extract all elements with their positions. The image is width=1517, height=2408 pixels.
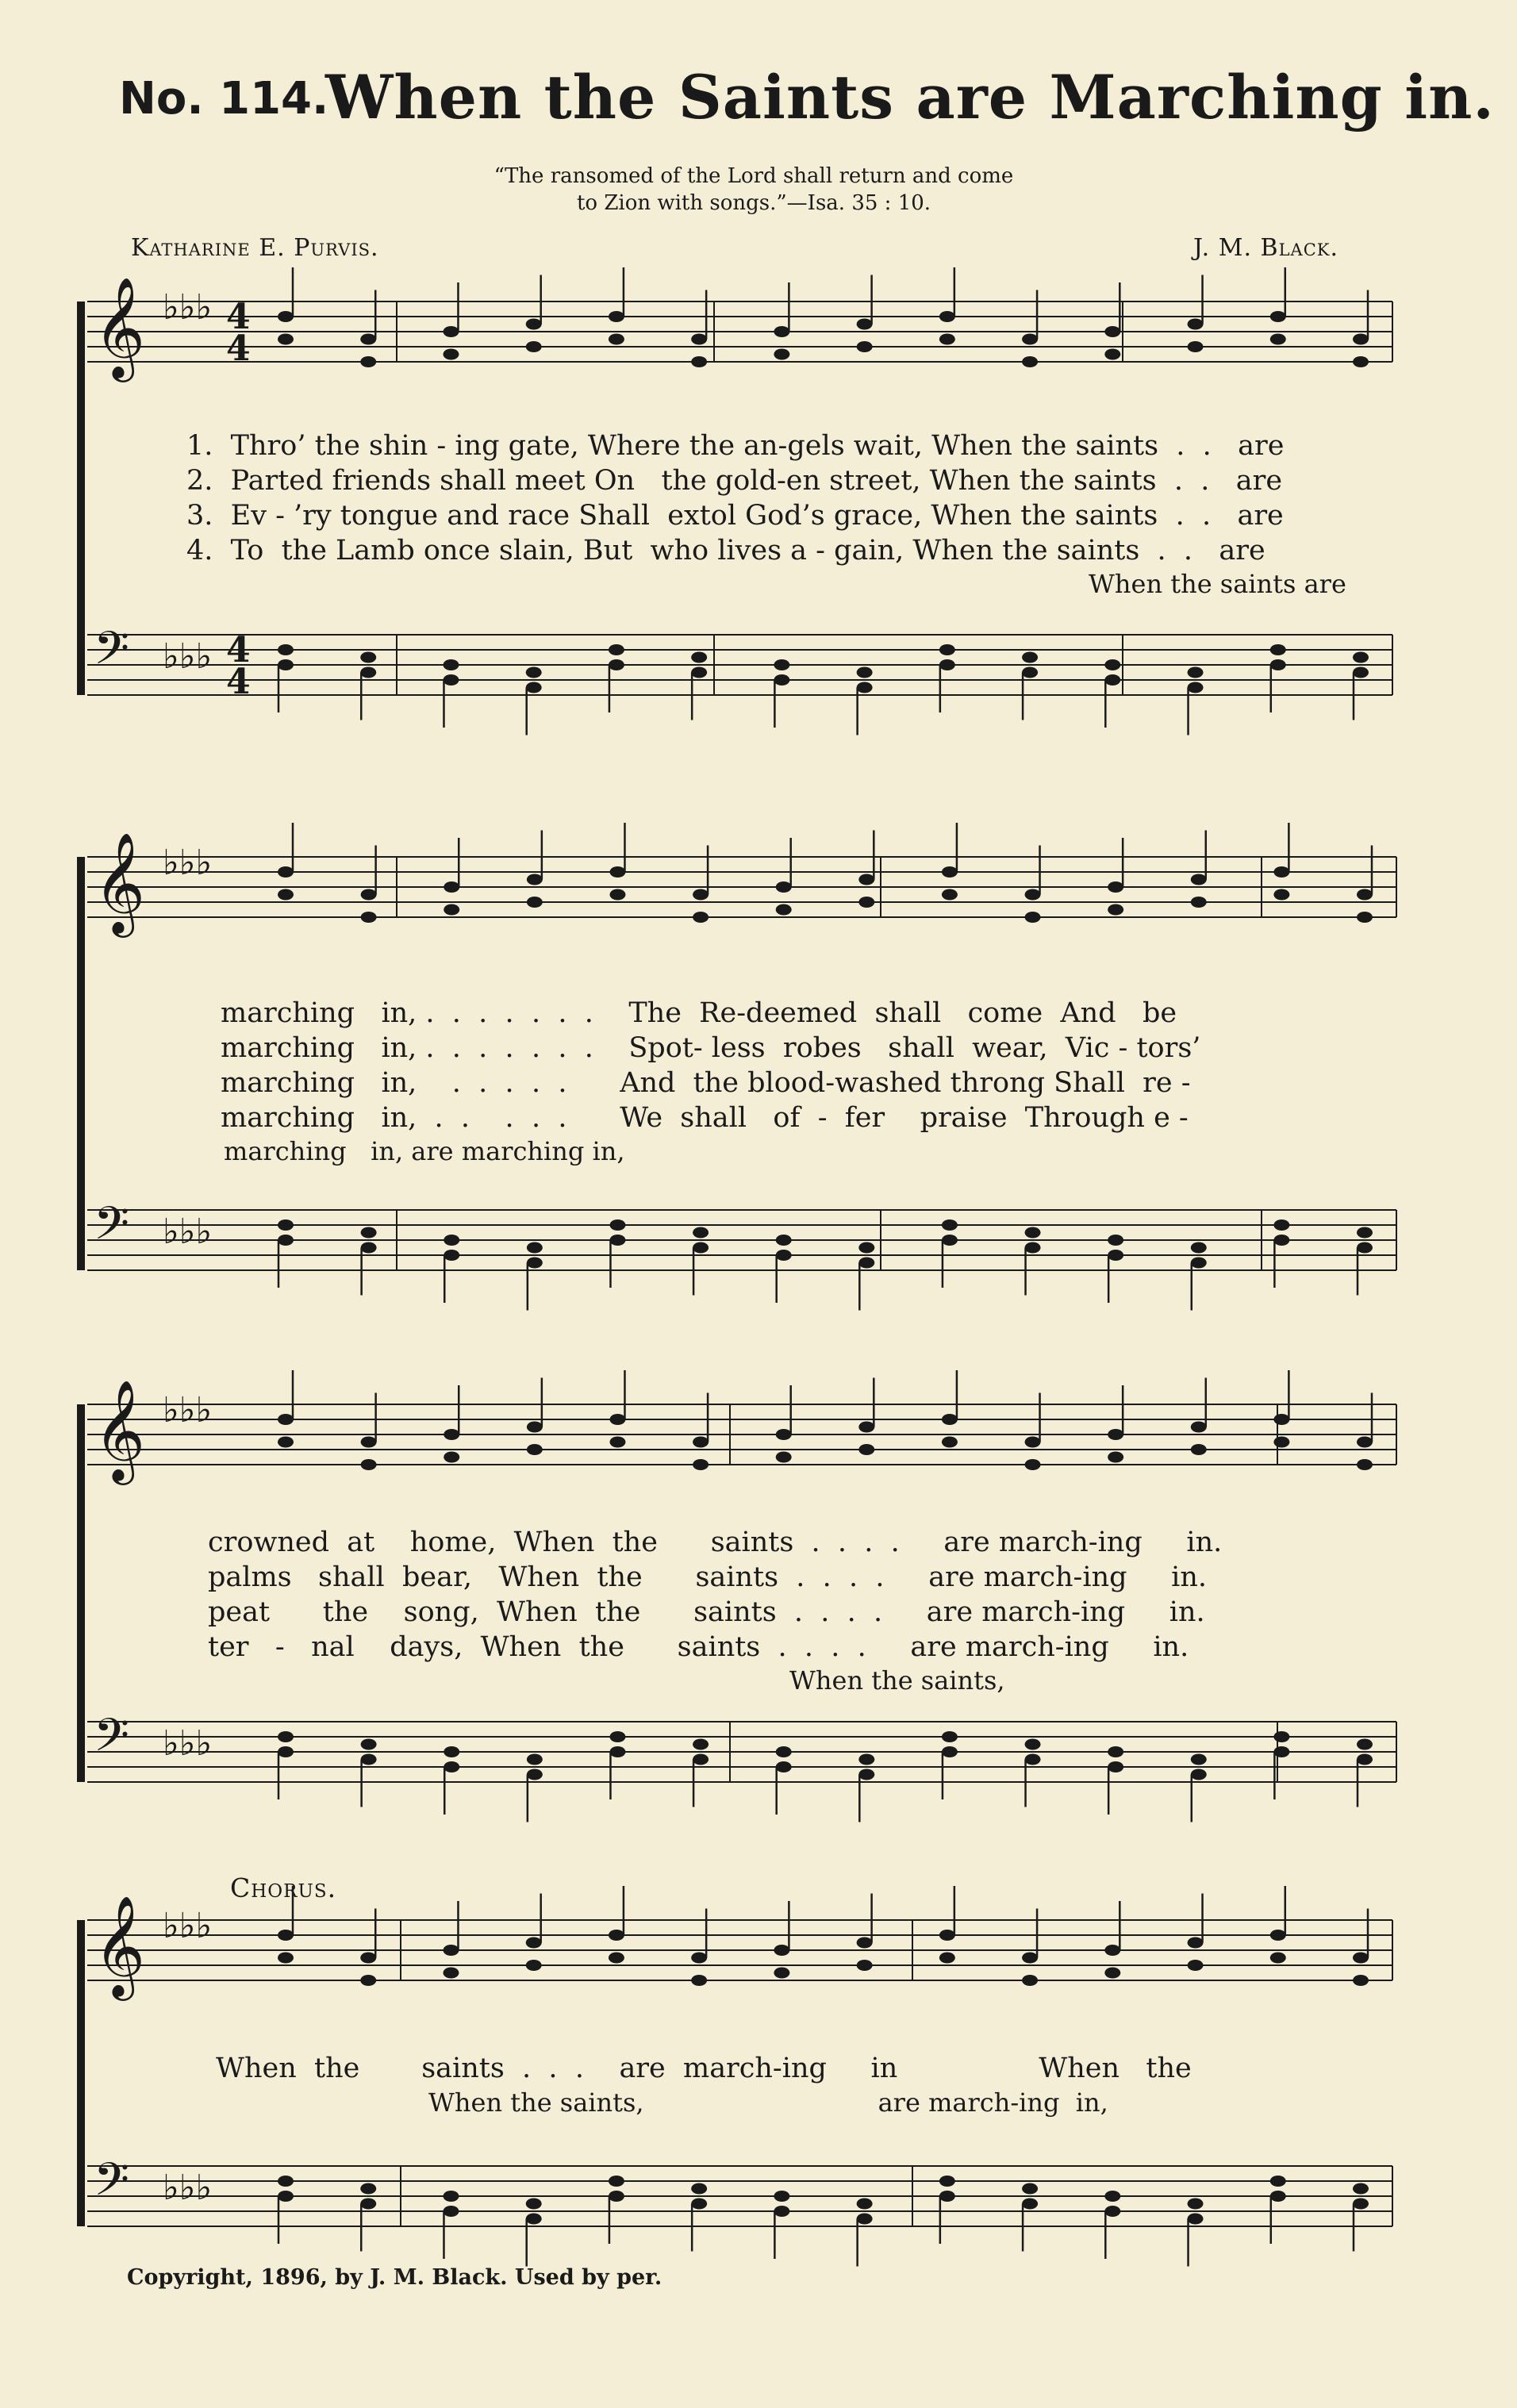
note-head bbox=[278, 2176, 294, 2187]
note-head bbox=[858, 1754, 874, 1765]
note-head bbox=[1025, 1227, 1041, 1239]
treble-clef-icon: 𝄞 bbox=[94, 1379, 146, 1481]
note-head bbox=[858, 1769, 874, 1780]
note-head bbox=[1022, 1975, 1038, 1986]
note-head bbox=[693, 1459, 709, 1470]
note-head bbox=[609, 1414, 625, 1425]
note-head bbox=[609, 311, 624, 322]
note-head bbox=[444, 904, 459, 916]
verse-4-line: marching in, . . . . . We shall of - fer praise Through e - bbox=[221, 1102, 1189, 1134]
note-head bbox=[278, 1437, 294, 1448]
note-head bbox=[1357, 1754, 1373, 1765]
note-head bbox=[942, 1414, 958, 1425]
note-head bbox=[444, 1746, 459, 1757]
note-head bbox=[942, 1731, 958, 1742]
copyright: Copyright, 1896, by J. M. Black. Used by per. bbox=[127, 2265, 662, 2290]
note-head bbox=[278, 1930, 294, 1941]
hymn-number: No. 114. bbox=[119, 73, 329, 125]
note-head bbox=[1273, 1414, 1289, 1425]
note-head bbox=[939, 659, 955, 670]
note-head bbox=[857, 2214, 873, 2225]
time-signature-top: 4 bbox=[226, 297, 251, 337]
note-head bbox=[609, 659, 624, 670]
note-head bbox=[1270, 1953, 1286, 1964]
verse-3-line: marching in, . . . . . And the blood-washed throng Shall re - bbox=[221, 1067, 1191, 1099]
note-head bbox=[361, 1437, 377, 1448]
note-head bbox=[1191, 1242, 1207, 1254]
note-head bbox=[278, 1235, 294, 1246]
note-head bbox=[693, 1739, 709, 1750]
note-head bbox=[1270, 2176, 1286, 2187]
note-head bbox=[1188, 2199, 1204, 2210]
note-head bbox=[774, 2206, 789, 2217]
note-head bbox=[857, 1960, 873, 1971]
epigraph-line-1: “The ransomed of the Lord shall return and come bbox=[494, 164, 1014, 188]
note-head bbox=[1191, 1422, 1207, 1433]
note-head bbox=[278, 1414, 294, 1425]
note-head bbox=[1104, 326, 1120, 337]
verse-3-line: peat the song, When the saints . . . . are march-ing in. bbox=[208, 1596, 1205, 1628]
note-head bbox=[526, 1938, 542, 1949]
note-head bbox=[1188, 319, 1204, 330]
key-signature-flats: ♭♭♭ bbox=[163, 1906, 213, 1946]
note-head bbox=[444, 1761, 459, 1772]
note-head bbox=[1025, 1437, 1041, 1448]
note-head bbox=[1108, 1429, 1123, 1440]
note-head bbox=[1270, 644, 1286, 655]
note-head bbox=[278, 311, 294, 322]
note-head bbox=[1104, 674, 1120, 686]
note-head bbox=[939, 2191, 955, 2202]
note-head bbox=[1270, 659, 1286, 670]
verse-1-line: marching in, . . . . . . . The Re-deemed shall come And be bbox=[221, 997, 1177, 1029]
note-head bbox=[1025, 889, 1041, 901]
note-head bbox=[361, 1227, 377, 1239]
note-head bbox=[609, 2176, 624, 2187]
note-head bbox=[361, 1754, 377, 1765]
bass-clef-icon: 𝄢 bbox=[94, 621, 130, 686]
note-head bbox=[1022, 2183, 1038, 2195]
note-head bbox=[1104, 659, 1120, 670]
key-signature-flats: ♭♭♭ bbox=[163, 843, 213, 883]
verse-3-line: 3. Ev - ’ry tongue and race Shall extol God’s grace, When the saints . . are bbox=[186, 500, 1284, 532]
note-head bbox=[443, 674, 459, 686]
note-head bbox=[443, 659, 459, 670]
note-head bbox=[1191, 1769, 1207, 1780]
note-head bbox=[1188, 2214, 1204, 2225]
verse-2-line: palms shall bear, When the saints . . . . are march-ing in. bbox=[208, 1561, 1208, 1593]
note-head bbox=[939, 334, 955, 345]
note-head bbox=[278, 1731, 294, 1742]
bass-clef-icon: 𝄢 bbox=[94, 1196, 130, 1262]
note-head bbox=[776, 904, 792, 916]
note-head bbox=[691, 334, 707, 345]
note-head bbox=[526, 2214, 542, 2225]
note-head bbox=[443, 326, 459, 337]
note-head bbox=[858, 897, 874, 908]
verse-1-line: crowned at home, When the saints . . . . are march-ing in. bbox=[208, 1527, 1223, 1558]
note-head bbox=[858, 1258, 874, 1269]
note-head bbox=[691, 1975, 707, 1986]
treble-clef-icon: 𝄞 bbox=[94, 1895, 146, 1996]
note-head bbox=[939, 644, 955, 655]
note-head bbox=[527, 1444, 543, 1455]
note-head bbox=[526, 319, 542, 330]
note-head bbox=[278, 866, 294, 878]
composer: J. M. Black. bbox=[1192, 234, 1338, 262]
note-head bbox=[1025, 912, 1041, 923]
note-head bbox=[1273, 1731, 1289, 1742]
time-signature-bottom: 4 bbox=[226, 328, 251, 369]
note-head bbox=[360, 2183, 376, 2195]
note-head bbox=[443, 2206, 459, 2217]
note-head bbox=[1022, 1953, 1038, 1964]
key-signature-flats: ♭♭♭ bbox=[163, 636, 213, 677]
note-head bbox=[1353, 356, 1369, 367]
note-head bbox=[1022, 652, 1038, 663]
note-head bbox=[609, 889, 625, 901]
note-head bbox=[776, 881, 792, 893]
note-head bbox=[691, 1953, 707, 1964]
note-head bbox=[1104, 2191, 1120, 2202]
note-head bbox=[776, 1235, 792, 1246]
note-head bbox=[776, 1452, 792, 1463]
note-head bbox=[526, 341, 542, 352]
note-head bbox=[361, 1459, 377, 1470]
note-head bbox=[1273, 1219, 1289, 1231]
note-head bbox=[1191, 1258, 1207, 1269]
note-head bbox=[693, 1754, 709, 1765]
note-head bbox=[1273, 1235, 1289, 1246]
key-signature-flats: ♭♭♭ bbox=[163, 287, 213, 328]
note-head bbox=[444, 1452, 459, 1463]
note-head bbox=[443, 349, 459, 360]
key-signature-flats: ♭♭♭ bbox=[163, 1390, 213, 1431]
note-head bbox=[527, 1754, 543, 1765]
note-head bbox=[857, 319, 873, 330]
note-head bbox=[1188, 1938, 1204, 1949]
note-head bbox=[1357, 1459, 1373, 1470]
note-head bbox=[858, 1422, 874, 1433]
note-head bbox=[278, 2191, 294, 2202]
note-head bbox=[1188, 667, 1204, 678]
verse-1-line: 1. Thro’ the shin - ing gate, Where the an-gels wait, When the saints . . are bbox=[186, 430, 1285, 462]
note-head bbox=[361, 1242, 377, 1254]
note-head bbox=[691, 2199, 707, 2210]
note-head bbox=[1353, 1953, 1369, 1964]
note-head bbox=[693, 1242, 709, 1254]
note-head bbox=[1273, 889, 1289, 901]
note-head bbox=[776, 1746, 792, 1757]
note-head bbox=[1025, 1459, 1041, 1470]
note-head bbox=[527, 874, 543, 885]
note-head bbox=[443, 1945, 459, 1956]
note-head bbox=[1108, 1761, 1123, 1772]
note-head bbox=[361, 912, 377, 923]
note-head bbox=[1022, 667, 1038, 678]
note-head bbox=[857, 682, 873, 693]
note-head bbox=[857, 1938, 873, 1949]
note-head bbox=[1108, 1235, 1123, 1246]
key-signature-flats: ♭♭♭ bbox=[163, 1723, 213, 1764]
note-head bbox=[774, 349, 789, 360]
note-head bbox=[939, 311, 955, 322]
note-head bbox=[360, 667, 376, 678]
note-head bbox=[1270, 1930, 1286, 1941]
note-head bbox=[1022, 334, 1038, 345]
note-head bbox=[278, 1953, 294, 1964]
note-head bbox=[1353, 652, 1369, 663]
verse-2-line: marching in, . . . . . . . Spot- less robes shall wear, Vic - tors’ bbox=[221, 1032, 1201, 1064]
chorus-line: When the saints . . . are march-ing in When the bbox=[216, 2053, 1192, 2084]
note-head bbox=[527, 1769, 543, 1780]
note-head bbox=[360, 356, 376, 367]
response-line: When the saints, bbox=[789, 1665, 1005, 1696]
note-head bbox=[857, 2199, 873, 2210]
chorus-response-line: When the saints, are march-ing in, bbox=[428, 2087, 1108, 2118]
note-head bbox=[527, 1422, 543, 1433]
note-head bbox=[1108, 1452, 1123, 1463]
note-head bbox=[1273, 866, 1289, 878]
note-head bbox=[1025, 1739, 1041, 1750]
note-head bbox=[609, 866, 625, 878]
note-head bbox=[444, 1235, 459, 1246]
note-head bbox=[858, 1242, 874, 1254]
time-signature-bottom: 4 bbox=[226, 662, 251, 702]
key-signature-flats: ♭♭♭ bbox=[163, 1212, 213, 1252]
note-head bbox=[1357, 1227, 1373, 1239]
note-head bbox=[609, 334, 624, 345]
note-head bbox=[278, 659, 294, 670]
verse-4-line: ter - nal days, When the saints . . . . are march-ing in. bbox=[208, 1631, 1189, 1663]
note-head bbox=[1104, 1945, 1120, 1956]
note-head bbox=[1104, 2206, 1120, 2217]
note-head bbox=[691, 652, 707, 663]
key-signature-flats: ♭♭♭ bbox=[163, 2168, 213, 2208]
note-head bbox=[526, 682, 542, 693]
note-head bbox=[609, 1930, 624, 1941]
note-head bbox=[609, 1219, 625, 1231]
note-head bbox=[942, 889, 958, 901]
note-head bbox=[1022, 356, 1038, 367]
note-head bbox=[693, 889, 709, 901]
note-head bbox=[691, 667, 707, 678]
note-head bbox=[1353, 2199, 1369, 2210]
note-head bbox=[278, 334, 294, 345]
note-head bbox=[942, 1235, 958, 1246]
note-head bbox=[774, 659, 789, 670]
note-head bbox=[942, 866, 958, 878]
note-head bbox=[609, 2191, 624, 2202]
note-head bbox=[1353, 334, 1369, 345]
note-head bbox=[693, 1437, 709, 1448]
note-head bbox=[527, 1242, 543, 1254]
note-head bbox=[1108, 1746, 1123, 1757]
response-line: When the saints are bbox=[1089, 569, 1346, 599]
note-head bbox=[526, 667, 542, 678]
note-head bbox=[1188, 341, 1204, 352]
note-head bbox=[609, 1235, 625, 1246]
note-head bbox=[1191, 1444, 1207, 1455]
note-head bbox=[1273, 1437, 1289, 1448]
treble-clef-icon: 𝄞 bbox=[94, 831, 146, 933]
note-head bbox=[1357, 1739, 1373, 1750]
chorus-label: Chorus. bbox=[230, 1872, 337, 1903]
note-head bbox=[942, 1746, 958, 1757]
note-head bbox=[444, 881, 459, 893]
note-head bbox=[278, 889, 294, 901]
note-head bbox=[1191, 874, 1207, 885]
note-head bbox=[609, 1731, 625, 1742]
note-head bbox=[361, 889, 377, 901]
note-head bbox=[1188, 1960, 1204, 1971]
bass-clef-icon: 𝄢 bbox=[94, 2153, 130, 2218]
note-head bbox=[1025, 1242, 1041, 1254]
note-head bbox=[1104, 349, 1120, 360]
note-head bbox=[858, 874, 874, 885]
note-head bbox=[1270, 334, 1286, 345]
note-head bbox=[776, 1250, 792, 1261]
epigraph-line-2: to Zion with songs.”—Isa. 35 : 10. bbox=[576, 191, 931, 215]
note-head bbox=[1188, 682, 1204, 693]
note-head bbox=[693, 912, 709, 923]
note-head bbox=[691, 356, 707, 367]
note-head bbox=[443, 1968, 459, 1979]
note-head bbox=[774, 1968, 789, 1979]
note-head bbox=[1191, 897, 1207, 908]
time-signature-top: 4 bbox=[226, 630, 251, 670]
note-head bbox=[939, 1930, 955, 1941]
note-head bbox=[942, 1437, 958, 1448]
note-head bbox=[693, 1227, 709, 1239]
note-head bbox=[360, 2199, 376, 2210]
note-head bbox=[774, 326, 789, 337]
note-head bbox=[1357, 1242, 1373, 1254]
note-head bbox=[361, 1739, 377, 1750]
note-head bbox=[360, 1953, 376, 1964]
note-head bbox=[774, 674, 789, 686]
note-head bbox=[857, 667, 873, 678]
note-head bbox=[609, 1746, 625, 1757]
note-head bbox=[1357, 889, 1373, 901]
note-head bbox=[609, 1953, 624, 1964]
note-head bbox=[1104, 1968, 1120, 1979]
note-head bbox=[939, 2176, 955, 2187]
response-line: marching in, are marching in, bbox=[224, 1136, 625, 1166]
treble-clef-icon: 𝄞 bbox=[94, 276, 146, 378]
note-head bbox=[527, 1258, 543, 1269]
note-head bbox=[609, 644, 624, 655]
note-head bbox=[1353, 667, 1369, 678]
note-head bbox=[609, 1437, 625, 1448]
note-head bbox=[858, 1444, 874, 1455]
note-head bbox=[444, 1250, 459, 1261]
note-head bbox=[1357, 912, 1373, 923]
note-head bbox=[1353, 1975, 1369, 1986]
note-head bbox=[360, 652, 376, 663]
hymn-title: When the Saints are Marching in. bbox=[325, 62, 1495, 132]
note-head bbox=[774, 2191, 789, 2202]
note-head bbox=[278, 644, 294, 655]
note-head bbox=[1270, 311, 1286, 322]
note-head bbox=[939, 1953, 955, 1964]
note-head bbox=[1191, 1754, 1207, 1765]
note-head bbox=[278, 1219, 294, 1231]
note-head bbox=[1108, 881, 1123, 893]
note-head bbox=[1357, 1437, 1373, 1448]
note-head bbox=[1353, 2183, 1369, 2195]
author: Katharine E. Purvis. bbox=[131, 234, 379, 262]
note-head bbox=[1273, 1746, 1289, 1757]
note-head bbox=[1022, 2199, 1038, 2210]
verse-4-line: 4. To the Lamb once slain, But who lives a - gain, When the saints . . are bbox=[186, 535, 1265, 566]
note-head bbox=[776, 1429, 792, 1440]
note-head bbox=[1025, 1754, 1041, 1765]
note-head bbox=[443, 2191, 459, 2202]
note-head bbox=[360, 1975, 376, 1986]
note-head bbox=[942, 1219, 958, 1231]
note-head bbox=[691, 2183, 707, 2195]
note-head bbox=[857, 341, 873, 352]
note-head bbox=[526, 1960, 542, 1971]
note-head bbox=[278, 1746, 294, 1757]
note-head bbox=[1108, 1250, 1123, 1261]
note-head bbox=[444, 1429, 459, 1440]
verse-2-line: 2. Parted friends shall meet On the gold-en street, When the saints . . are bbox=[186, 465, 1283, 497]
note-head bbox=[526, 2199, 542, 2210]
note-head bbox=[776, 1761, 792, 1772]
note-head bbox=[360, 334, 376, 345]
note-head bbox=[527, 897, 543, 908]
note-head bbox=[1108, 904, 1123, 916]
note-head bbox=[774, 1945, 789, 1956]
bass-clef-icon: 𝄢 bbox=[94, 1708, 130, 1773]
note-head bbox=[1270, 2191, 1286, 2202]
